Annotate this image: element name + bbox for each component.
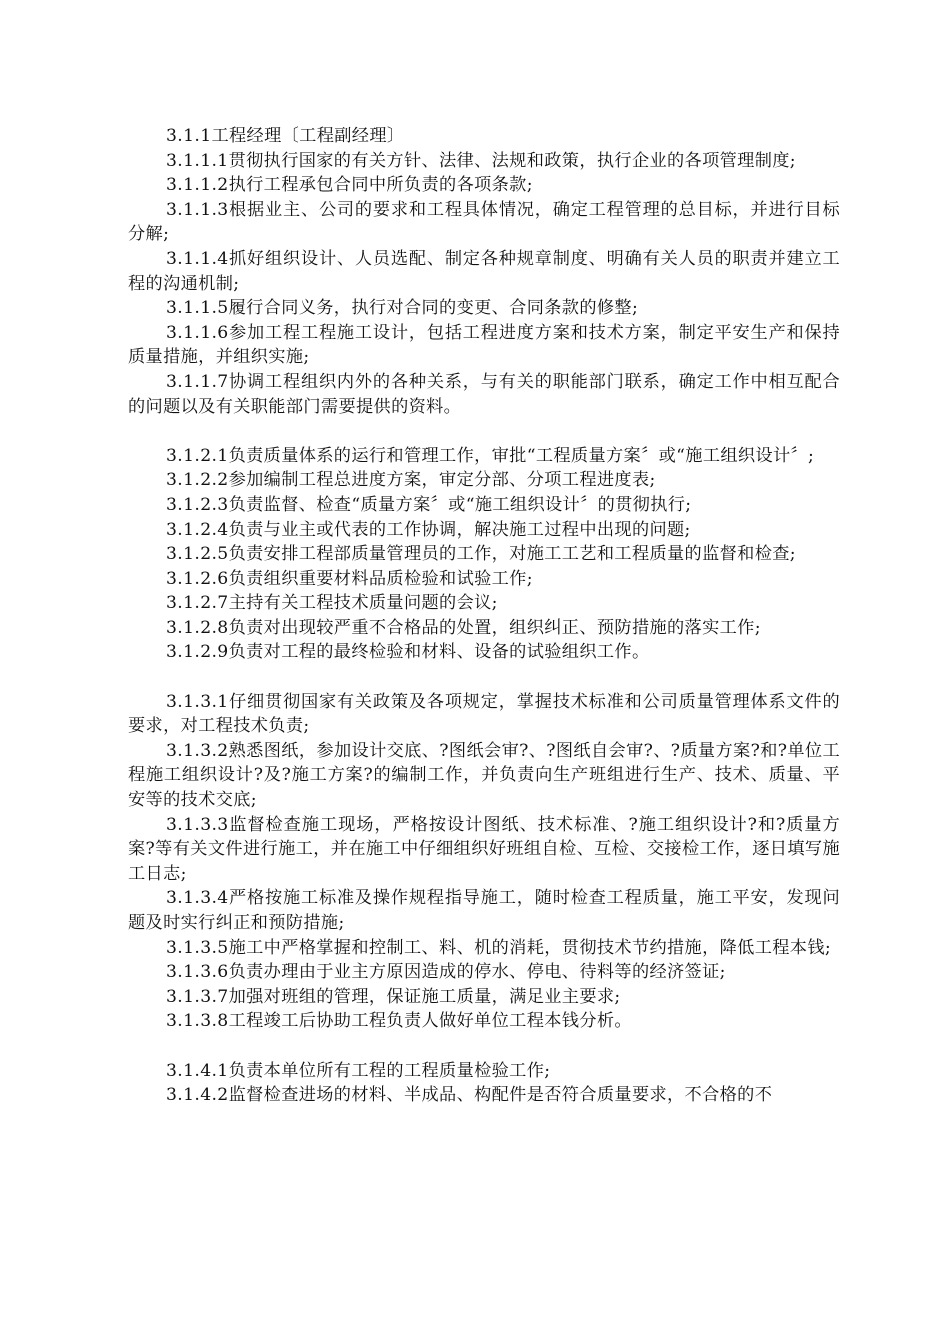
section-spacer bbox=[128, 665, 840, 690]
paragraph-3-1-2-3: 3.1.2.3负责监督、检查“质量方案〞或“施工组织设计〞的贯彻执行; bbox=[166, 494, 692, 515]
paragraph-3-1-3-1: 3.1.3.1仔细贯彻国家有关政策及各项规定，掌握技术标准和公司质量管理体系文件的要求，对工程技术负责; bbox=[128, 691, 840, 737]
paragraph-3-1-2-4: 3.1.2.4负责与业主或代表的工作协调，解决施工过程中出现的问题; bbox=[166, 519, 691, 540]
paragraph-3-1-1-1: 3.1.1.1贯彻执行国家的有关方针、法律、法规和政策，执行企业的各项管理制度; bbox=[166, 150, 796, 171]
section-3-1-3 bbox=[128, 690, 840, 1034]
paragraph-3-1-3-6: 3.1.3.6负责办理由于业主方原因造成的停水、停电、待料等的经济签证; bbox=[166, 962, 726, 983]
section-spacer bbox=[128, 419, 840, 444]
paragraph-3-1-3-8: 3.1.3.8工程竣工后协助工程负责人做好单位工程本钱分析。 bbox=[166, 1011, 632, 1032]
paragraph-3-1-1-6: 3.1.1.6参加工程工程施工设计，包括工程进度方案和技术方案，制定平安生产和保持质量措施，并组织实施; bbox=[128, 322, 840, 368]
section-3-1-1 bbox=[128, 124, 840, 419]
paragraph-3-1-1-4: 3.1.1.4抓好组织设计、人员选配、制定各种规章制度、明确有关人员的职责并建立工程的沟通机制; bbox=[128, 248, 840, 294]
paragraph-3-1-4-2: 3.1.4.2监督检查进场的材料、半成品、构配件是否符合质量要求，不合格的不 bbox=[166, 1085, 773, 1106]
paragraph-3-1-2-5: 3.1.2.5负责安排工程部质量管理员的工作，对施工工艺和工程质量的监督和检查; bbox=[166, 544, 796, 565]
section-spacer bbox=[128, 1034, 840, 1059]
paragraph-3-1-3-5: 3.1.3.5施工中严格掌握和控制工、料、机的消耗，贯彻技术节约措施，降低工程本钱; bbox=[166, 937, 831, 958]
paragraph-3-1-2-2: 3.1.2.2参加编制工程总进度方案，审定分部、分项工程进度表; bbox=[166, 470, 656, 491]
paragraph-3-1-2-9: 3.1.2.9负责对工程的最终检验和材料、设备的试验组织工作。 bbox=[166, 642, 650, 663]
paragraph-3-1-3-4: 3.1.3.4严格按施工标准及操作规程指导施工，随时检查工程质量，施工平安，发现问题及时实行纠正和预防措施; bbox=[128, 888, 840, 933]
paragraph-3-1-3-2: 3.1.3.2熟悉图纸，参加设计交底、?图纸会审?、?图纸自会审?、?质量方案?和?单位工程施工组织设计?及?施工方案?的编制工作，并负责向生产班组进行生产、技术、质量、平安等的技术交底; bbox=[128, 740, 840, 811]
paragraph-3-1-1-2: 3.1.1.2执行工程承包合同中所负责的各项条款; bbox=[166, 175, 533, 196]
paragraph-3-1-3-3: 3.1.3.3监督检查施工现场，严格按设计图纸、技术标准、?施工组织设计?和?质量方案?等有关文件进行施工，并在施工中仔细组织好班组自检、互检、交接检工作，逐日填写施工日志; bbox=[128, 814, 840, 884]
section-3-1-2 bbox=[128, 444, 840, 665]
document-page bbox=[128, 124, 840, 1108]
paragraph-3-1-4-1: 3.1.4.1负责本单位所有工程的工程质量检验工作; bbox=[166, 1060, 551, 1081]
paragraph-3-1-3-7: 3.1.3.7加强对班组的管理，保证施工质量，满足业主要求; bbox=[166, 986, 621, 1007]
section-3-1-4 bbox=[128, 1059, 840, 1108]
paragraph-3-1-1-3: 3.1.1.3根据业主、公司的要求和工程具体情况，确定工程管理的总目标，并进行目标分解; bbox=[128, 199, 840, 245]
paragraph-3-1-2-6: 3.1.2.6负责组织重要材料品质检验和试验工作; bbox=[166, 568, 533, 589]
paragraph-3-1-2-1: 3.1.2.1负责质量体系的运行和管理工作，审批“工程质量方案〞或“施工组织设计〞; bbox=[166, 445, 815, 466]
heading-3-1-1: 3.1.1工程经理〔工程副经理〕 bbox=[166, 126, 405, 146]
paragraph-3-1-1-7: 3.1.1.7协调工程组织内外的各种关系，与有关的职能部门联系，确定工作中相互配合的问题以及有关职能部门需要提供的资料。 bbox=[128, 371, 840, 417]
paragraph-3-1-2-8: 3.1.2.8负责对出现较严重不合格品的处置，组织纠正、预防措施的落实工作; bbox=[166, 617, 761, 638]
paragraph-3-1-1-5: 3.1.1.5履行合同义务，执行对合同的变更、合同条款的修整; bbox=[166, 298, 639, 319]
paragraph-3-1-2-7: 3.1.2.7主持有关工程技术质量问题的会议; bbox=[166, 593, 498, 614]
